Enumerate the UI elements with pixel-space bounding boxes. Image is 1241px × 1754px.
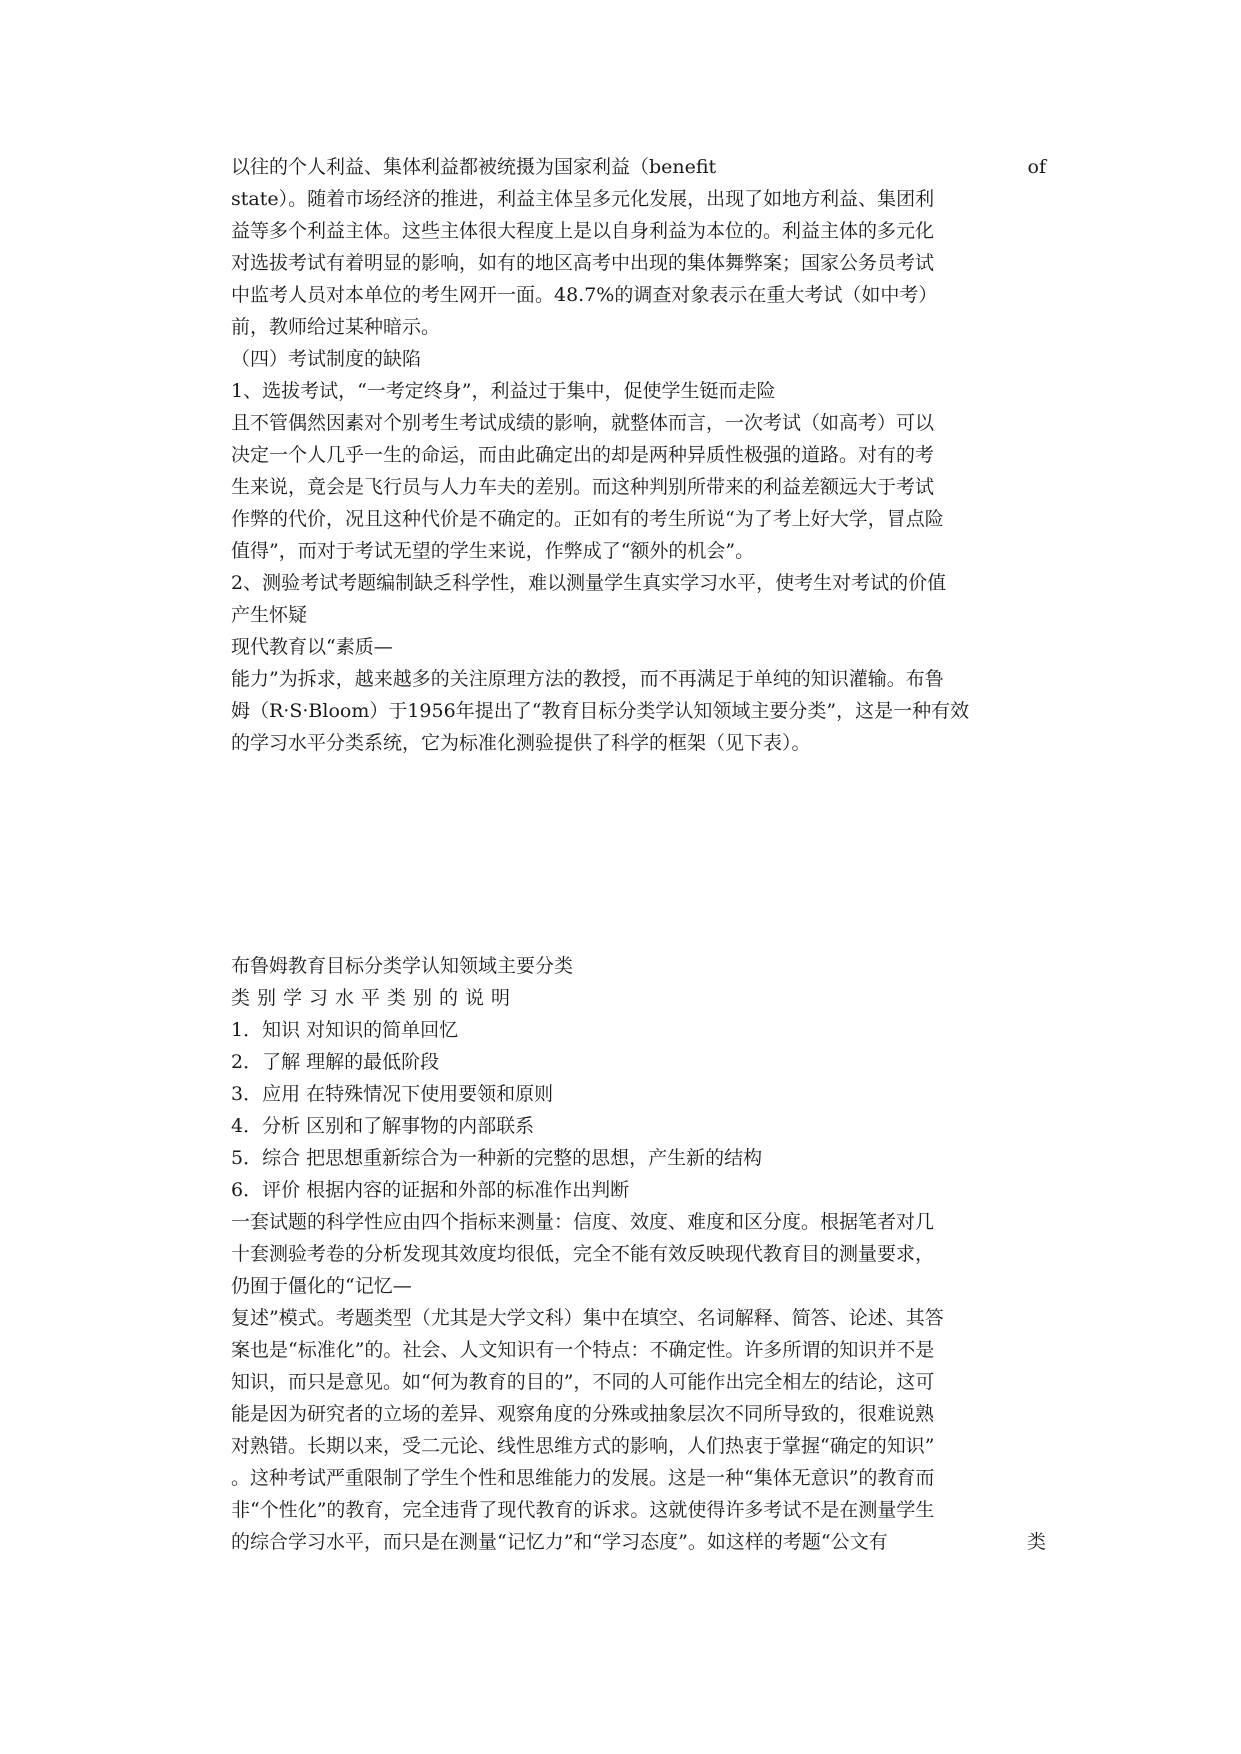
paragraph-line: 生来说，竟会是飞行员与人力车夫的差别。而这种判别所带来的利益差额远大于考试: [231, 476, 935, 498]
paragraph-line: 能力”为拆求，越来越多的关注原理方法的教授，而不再满足于单纯的知识灌输。布鲁: [231, 668, 944, 690]
table-row: 2．了解 理解的最低阶段: [231, 1051, 440, 1073]
paragraph-line: 益等多个利益主体。这些主体很大程度上是以自身利益为本位的。利益主体的多元化: [231, 220, 935, 242]
paragraph-line: 一套试题的科学性应由四个指标来测量：信度、效度、难度和区分度。根据笔者对几: [231, 1211, 935, 1233]
table-row: 5．综合 把思想重新综合为一种新的完整的思想，产生新的结构: [231, 1147, 763, 1169]
paragraph-line: state）。随着市场经济的推进，利益主体呈多元化发展，出现了如地方利益、集团利: [231, 188, 935, 210]
table-header: 类别学习水平类别的说明: [231, 987, 518, 1009]
paragraph-line: 十套测验考卷的分析发现其效度均很低，完全不能有效反映现代教育目的测量要求，: [231, 1243, 935, 1265]
subsection-heading: 产生怀疑: [231, 604, 308, 626]
table-row: 4．分析 区别和了解事物的内部联系: [231, 1115, 535, 1137]
paragraph-line: 能是因为研究者的立场的差异、观察角度的分殊或抽象层次不同所导致的，很难说熟: [231, 1403, 935, 1425]
paragraph-line: 且不管偶然因素对个别考生考试成绩的影响，就整体而言，一次考试（如高考）可以: [231, 412, 935, 434]
paragraph-line: 姆（R·S·Bloom）于1956年提出了“教育目标分类学认知领域主要分类”，这是一种有效: [231, 700, 970, 722]
paragraph-line: [231, 1526, 1046, 1558]
table-row: 1．知识 对知识的简单回忆: [231, 1019, 459, 1041]
section-heading: （四）考试制度的缺陷: [231, 348, 422, 370]
paragraph-line: 对选拔考试有着明显的影响，如有的地区高考中出现的集体舞弊案；国家公务员考试: [231, 252, 935, 274]
paragraph-line: 案也是“标准化”的。社会、人文知识有一个特点：不确定性。许多所谓的知识并不是: [231, 1339, 935, 1361]
line-right-text: 类: [1026, 1531, 1046, 1553]
paragraph-line: 对熟错。长期以来，受二元论、线性思维方式的影响，人们热衷于掌握“确定的知识”: [231, 1435, 935, 1457]
paragraph-line: 决定一个人几乎一生的命运，而由此确定出的却是两种异质性极强的道路。对有的考: [231, 444, 935, 466]
line-right-text: of: [1027, 156, 1046, 178]
line-left-text: 的综合学习水平，而只是在测量“记忆力”和“学习态度”。如这样的考题“公文有: [231, 1531, 888, 1553]
paragraph-line: 复述”模式。考题类型（尤其是大学文科）集中在填空、名词解释、简答、论述、其答: [231, 1307, 944, 1329]
table-title: 布鲁姆教育目标分类学认知领域主要分类: [231, 955, 574, 977]
table-row: 6．评价 根据内容的证据和外部的标准作出判断: [231, 1179, 630, 1201]
paragraph-line: 的学习水平分类系统，它为标准化测验提供了科学的框架（见下表）。: [231, 732, 811, 754]
paragraph-line: 。这种考试严重限制了学生个性和思维能力的发展。这是一种“集体无意识”的教育而: [231, 1467, 935, 1489]
paragraph-line: 前，教师给过某种暗示。: [231, 316, 441, 338]
paragraph-line: 非“个性化”的教育，完全违背了现代教育的诉求。这就使得许多考试不是在测量学生: [231, 1499, 935, 1521]
paragraph-line: 仍囿于僵化的“记忆—: [231, 1275, 412, 1297]
section-1: [231, 151, 1046, 759]
paragraph-line: [231, 151, 1046, 183]
paragraph-line: 值得”，而对于考试无望的学生来说，作弊成了“额外的机会”。: [231, 540, 755, 562]
paragraph-line: 知识，而只是意见。如“何为教育的目的”，不同的人可能作出完全相左的结论，这可: [231, 1371, 935, 1393]
paragraph-line: 作弊的代价，况且这种代价是不确定的。正如有的考生所说“为了考上好大学，冒点险: [231, 508, 944, 530]
subsection-heading: 1、选拔考试，“一考定终身”，利益过于集中，促使学生铤而走险: [231, 380, 776, 402]
paragraph-line: 中监考人员对本单位的考生网开一面。48.7%的调查对象表示在重大考试（如中考）: [231, 284, 938, 306]
subsection-heading: 2、测验考试考题编制缺乏科学性，难以测量学生真实学习水平，使考生对考试的价值: [231, 572, 947, 594]
line-left-text: 以往的个人利益、集体利益都被统摄为国家利益（benefit: [231, 156, 717, 178]
table-row: 3．应用 在特殊情况下使用要领和原则: [231, 1083, 554, 1105]
paragraph-line: 现代教育以“素质—: [231, 636, 393, 658]
section-2: [231, 950, 1046, 1558]
